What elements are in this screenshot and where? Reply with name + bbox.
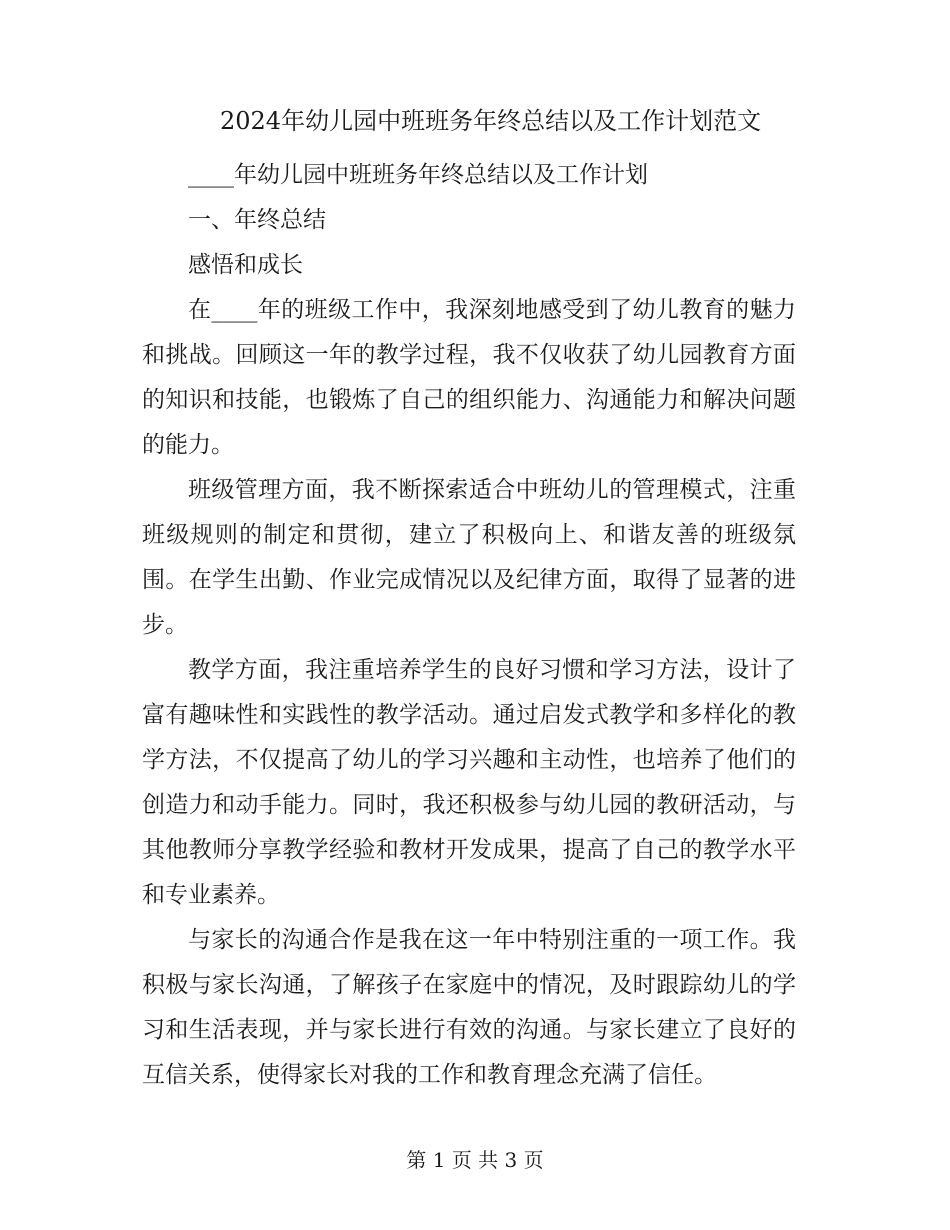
paragraph: 在____年的班级工作中，我深刻地感受到了幼儿教育的魅力和挑战。回顾这一年的教学过程，我不仅收获了幼儿园教育方面的知识和技能，也锻炼了自己的组织能力、沟通能力和解决问题的能力。: [142, 297, 796, 458]
document-body: [142, 101, 796, 1098]
paragraph: 与家长的沟通合作是我在这一年中特别注重的一项工作。我积极与家长沟通，了解孩子在家庭中的情况，及时跟踪幼儿的学习和生活表现，并与家长进行有效的沟通。与家长建立了良好的互信关系，使得家长对我的工作和教育理念充满了信任。: [142, 927, 796, 1088]
document-title: 2024年幼儿园中班班务年终总结以及工作计划范文: [220, 107, 762, 135]
document-subtitle: ____年幼儿园中班班务年终总结以及工作计划: [188, 162, 648, 188]
page-number-footer: 第 1 页 共 3 页: [406, 1148, 544, 1172]
sub-heading: 感悟和成长: [188, 252, 303, 278]
section-heading: 一、年终总结: [188, 207, 326, 233]
paragraph: 教学方面，我注重培养学生的良好习惯和学习方法，设计了富有趣味性和实践性的教学活动。通过启发式教学和多样化的教学方法，不仅提高了幼儿的学习兴趣和主动性，也培养了他们的创造力和动手能力。同时，我还积极参与幼儿园的教研活动，与其他教师分享教学经验和教材开发成果，提高了自己的教学水平和专业素养。: [142, 657, 796, 908]
paragraph: 班级管理方面，我不断探索适合中班幼儿的管理模式，注重班级规则的制定和贯彻，建立了积极向上、和谐友善的班级氛围。在学生出勤、作业完成情况以及纪律方面，取得了显著的进步。: [142, 477, 796, 638]
